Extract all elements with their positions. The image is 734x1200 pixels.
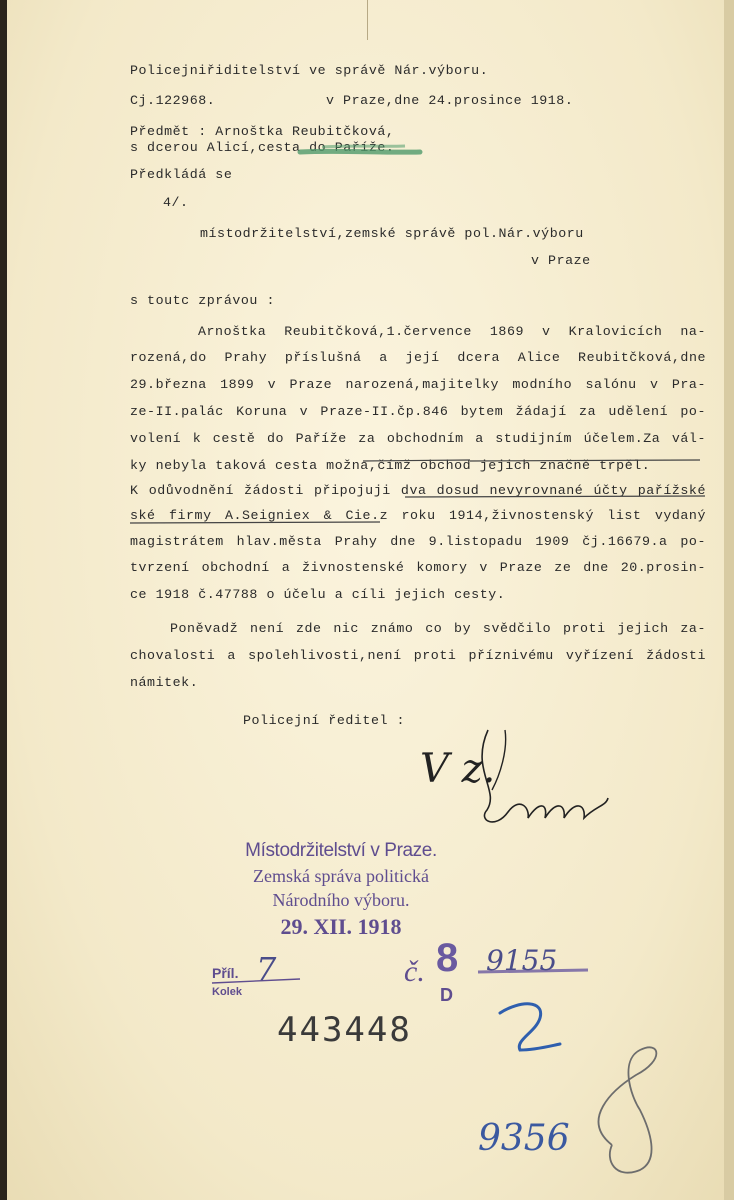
subject-line-1: Předmět : Arnoštka Reubitčková,	[130, 124, 395, 139]
body-line: Poněvadž není zde nic známo co by svědčilo proti jejich za-	[170, 621, 706, 636]
handwritten-7: 7	[256, 950, 277, 988]
body-line: volení k cestě do Paříže za obchodním a studijním účelem.Za vál-	[130, 431, 706, 446]
handwritten-9155: 9155	[486, 944, 558, 977]
stamp-d: D	[440, 985, 453, 1005]
body-line: K odůvodnění žádosti připojuji dva dosud nevyrovnané účty pařížské	[130, 483, 706, 498]
body-line: námitek.	[130, 675, 199, 690]
registration-number-stamp: 443448	[277, 1010, 412, 1050]
body-line: ky nebyla taková cesta možna,čímž obchod jejich značně trpěl.	[130, 458, 651, 473]
with-report-label: s toutc zprávou :	[130, 293, 276, 308]
letterhead-line: Policejniřiditelství ve správě Nár.výboru.	[130, 63, 489, 78]
enclosure-count: 4/.	[163, 195, 189, 210]
signature	[482, 730, 608, 822]
stamp-pril-label: Příl.	[212, 965, 239, 981]
stamp-8: 8	[436, 936, 459, 980]
blue-pencil-mark	[500, 1004, 560, 1050]
body-line: rozená,do Prahy příslušná a její dcera Alice Reubitčková,dne	[130, 350, 706, 365]
body-line: chovalosti a spolehlivosti,není proti příznivému vyřízení žádosti	[130, 648, 706, 663]
handwritten-vz: V z.	[420, 746, 496, 792]
reference-number: Cj.122968.	[130, 93, 216, 108]
addressee-line-2: v Praze	[531, 253, 591, 268]
addressee-line-1: místodržitelství,zemské správě pol.Nár.výboru	[200, 226, 584, 241]
green-underline	[300, 151, 420, 152]
subject-line-2: s dcerou Alicí,cesta do Paříže.	[130, 140, 395, 155]
body-line: ské firmy A.Seigniex & Cie.z roku 1914,živnostenský list vydaný	[130, 508, 706, 523]
body-line: Arnoštka Reubitčková,1.července 1869 v Kralovicích na-	[198, 324, 706, 339]
ink-underline	[363, 460, 470, 461]
ink-underline	[405, 496, 705, 497]
signature-label: Policejní ředitel :	[243, 713, 406, 728]
handwritten-9356: 9356	[478, 1118, 570, 1159]
body-line: 29.března 1899 v Praze narozená,majitelky modního salónu v Pra-	[130, 377, 706, 392]
handwritten-8-loop	[599, 1047, 657, 1172]
stamp-date: 29. XII. 1918	[280, 914, 402, 939]
submitted-label: Předkládá se	[130, 167, 233, 182]
stamp-line-2: Zemská správa politická	[253, 866, 429, 886]
stamp-kolek-label: Kolek	[212, 986, 242, 998]
body-line: ce 1918 č.47788 o účelu a cíli jejich cesty.	[130, 587, 506, 602]
ink-underline	[470, 460, 700, 461]
body-line: ze-II.palác Koruna v Praze-II.čp.846 bytem žádají za udělení po-	[130, 404, 706, 419]
stamp-line-3: Národního výboru.	[272, 890, 410, 910]
body-line: tvrzení obchodní a živnostenské komory v Praze ze dne 20.prosin-	[130, 560, 706, 575]
place-date: v Praze,dne 24.prosince 1918.	[326, 93, 574, 108]
body-line: magistrátem hlav.města Prahy dne 9.listopadu 1909 čj.16679.a po-	[130, 534, 706, 549]
stamp-c-mark: č.	[404, 955, 425, 988]
stamp-line-1: Místodržitelství v Praze.	[245, 840, 437, 861]
ink-underline	[130, 522, 380, 523]
green-underline-2	[322, 146, 405, 147]
